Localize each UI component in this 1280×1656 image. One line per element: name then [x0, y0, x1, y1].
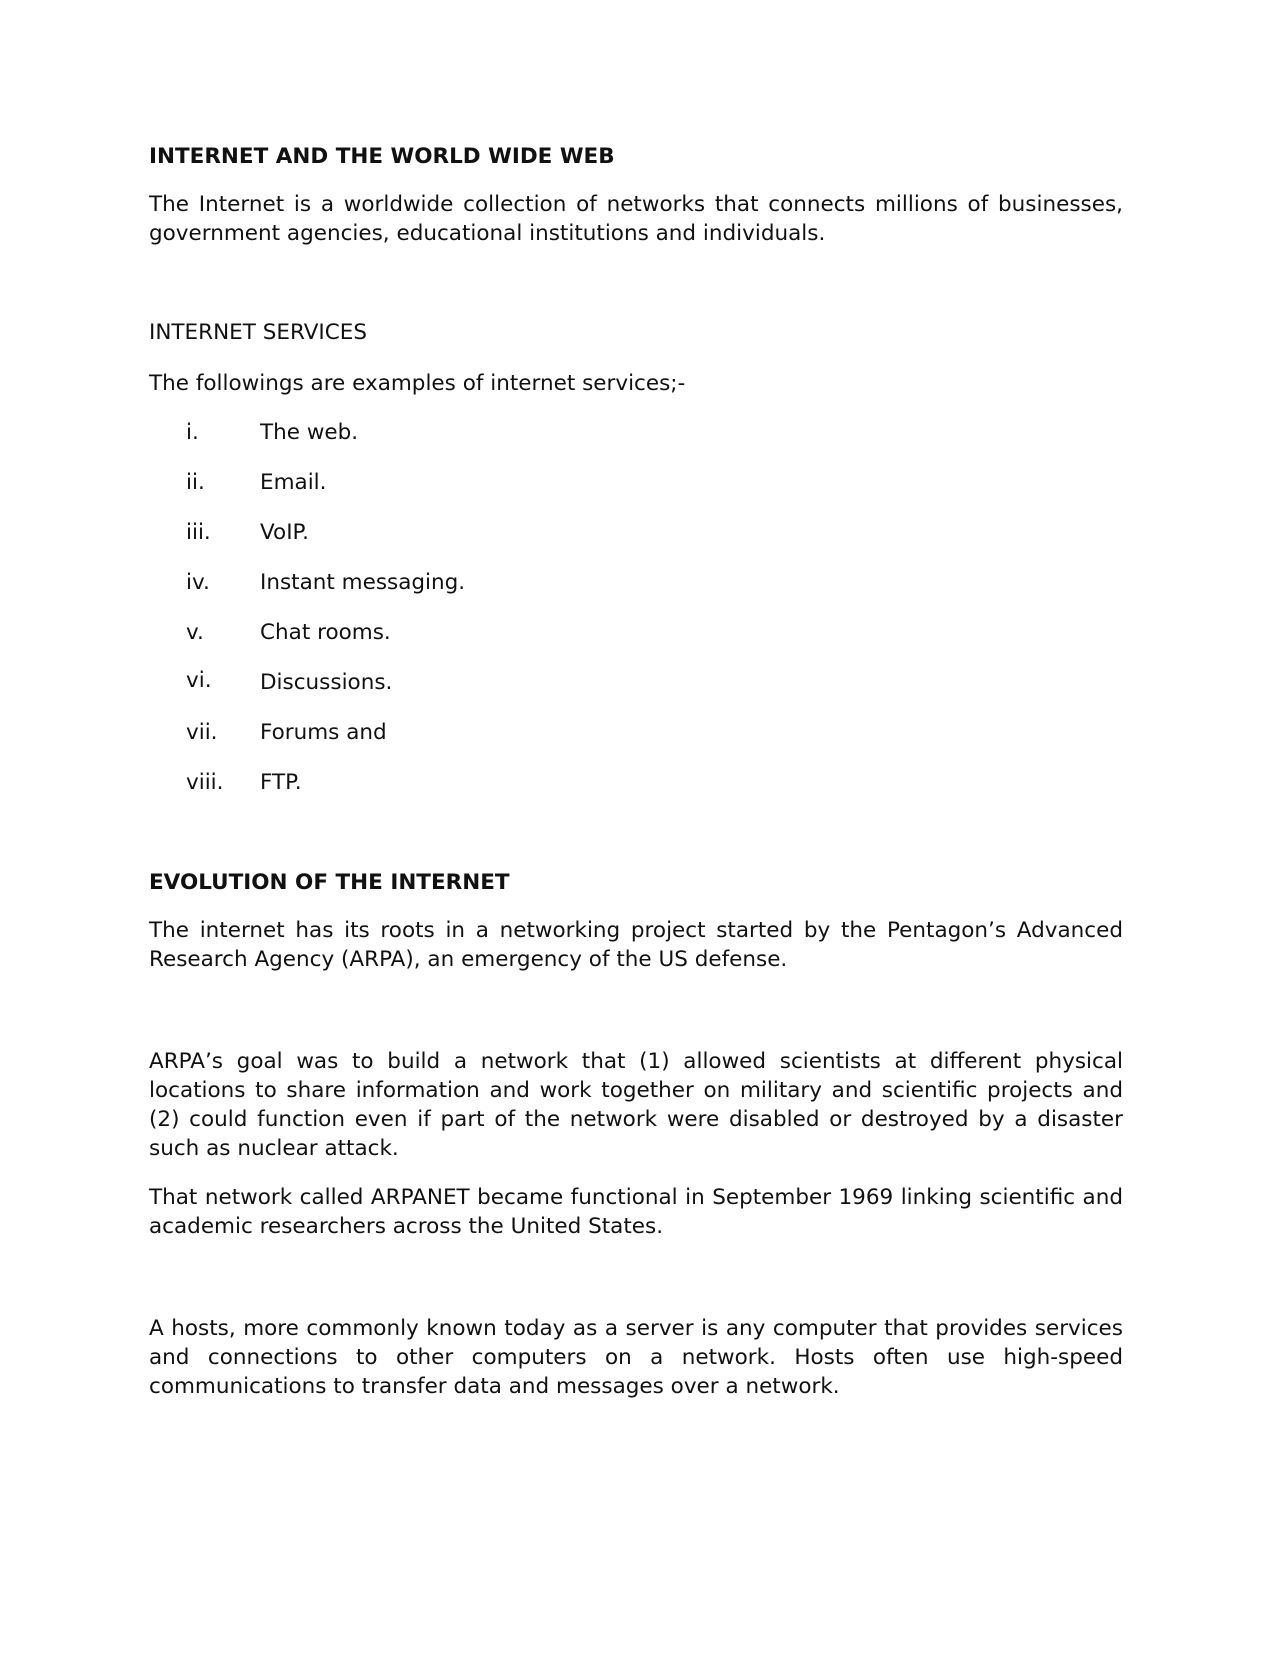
- list-item-text: Instant messaging.: [260, 570, 466, 595]
- page-title: INTERNET AND THE WORLD WIDE WEB: [149, 144, 615, 169]
- list-item-text: VoIP.: [260, 520, 309, 545]
- intro-paragraph: The Internet is a worldwide collection of networks that connects millions of businesses, government agencies, educational institutions and individuals.: [149, 192, 1123, 246]
- services-heading: INTERNET SERVICES: [149, 320, 368, 345]
- list-item-text: FTP.: [260, 770, 302, 795]
- list-item: [149, 418, 1123, 447]
- list-item-number: vi.: [186, 668, 212, 693]
- list-item-number: iii.: [186, 520, 211, 545]
- list-item-text: Chat rooms.: [260, 620, 391, 645]
- list-item-number: ii.: [186, 470, 205, 495]
- evolution-paragraph-arpanet: That network called ARPANET became functional in September 1969 linking scientific and academic researchers across the United States.: [149, 1185, 1123, 1239]
- list-item-text: Discussions.: [260, 670, 393, 695]
- list-item-text: Forums and: [260, 720, 387, 745]
- list-item: [149, 718, 1123, 747]
- list-item-text: Email.: [260, 470, 327, 495]
- services-list: [149, 418, 1123, 797]
- list-item-text: The web.: [260, 420, 359, 445]
- document-body: [149, 142, 1123, 1401]
- list-item-number: v.: [186, 620, 204, 645]
- list-item-number: i.: [186, 420, 199, 445]
- evolution-paragraph-arpa-goal: ARPA’s goal was to build a network that (1) allowed scientists at different physical locations to share information and work together on military and scientific projects and (2) could function even if part of the network were disabled or destroyed by a disaster such as nuclear attack.: [149, 1049, 1123, 1161]
- list-item-number: iv.: [186, 570, 210, 595]
- evolution-paragraph-hosts: A hosts, more commonly known today as a server is any computer that provides services and connections to other computers on a network. Hosts often use high-speed communications to transfer data and messages over a network.: [149, 1316, 1123, 1399]
- list-item: [149, 768, 1123, 797]
- list-item-number: viii.: [186, 770, 224, 795]
- evolution-paragraph-arpa-origin: The internet has its roots in a networking project started by the Pentagon’s Advanced Research Agency (ARPA), an emergency of the US defense.: [149, 918, 1123, 972]
- list-item: [149, 668, 1123, 697]
- list-item-number: vii.: [186, 720, 218, 745]
- list-item: [149, 568, 1123, 597]
- list-item: [149, 518, 1123, 547]
- list-item: [149, 468, 1123, 497]
- evolution-heading: EVOLUTION OF THE INTERNET: [149, 870, 510, 895]
- services-intro: The followings are examples of internet services;-: [149, 371, 686, 396]
- list-item: [149, 618, 1123, 647]
